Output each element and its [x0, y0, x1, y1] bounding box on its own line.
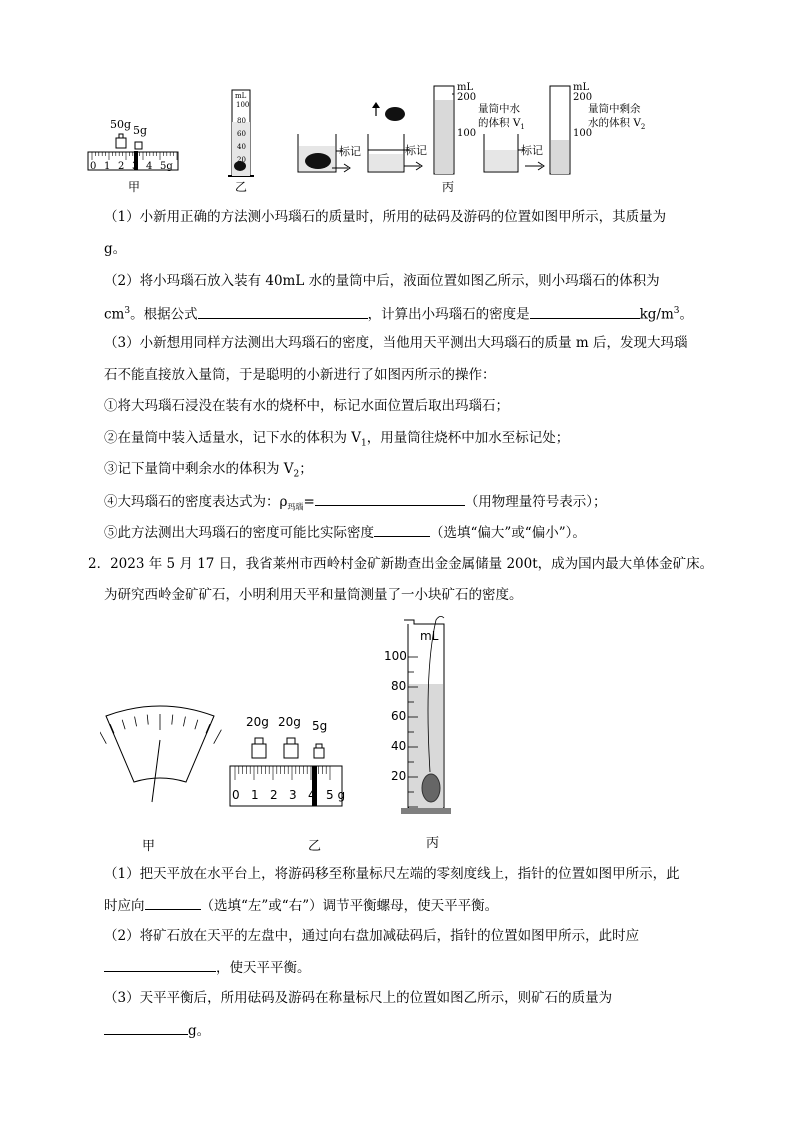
q1-p2-unit2: kg/m	[639, 306, 674, 323]
q1-s3-sub: 2	[293, 469, 300, 480]
q1-s2-sub: 1	[361, 438, 367, 449]
v1-line2: 的体积 V	[478, 117, 521, 129]
q1-p2-b	[104, 301, 693, 325]
fig2-cyl-unit: mL	[420, 629, 439, 643]
q1-step5	[104, 522, 586, 543]
direction-blank[interactable]	[145, 895, 201, 910]
dial-tick	[214, 730, 222, 744]
q1-s5-a: ⑤此方法测出大玛瑙石的密度可能比实际密度	[104, 525, 374, 541]
q2-p1-c-text: （选填“左”或“右”）调节平衡螺母，使天平平衡。	[200, 898, 499, 914]
big2-200: 200	[573, 92, 593, 103]
v2-line1: 量筒中剩余	[588, 103, 641, 115]
mass-blank[interactable]	[104, 1020, 188, 1035]
fig2-scale	[230, 766, 345, 806]
fig1-caption-bing: 丙	[442, 180, 455, 194]
q1-p2-mid: 。根据公式	[130, 306, 198, 323]
svg-text:水的体积 V2	[588, 116, 645, 131]
q2-p2-b	[104, 957, 311, 978]
weight-50g-label: 50g	[110, 118, 132, 131]
fig2-cylinder	[384, 616, 451, 814]
fig1-small-cylinder	[228, 90, 254, 176]
q1-s2-a: ②在量筒中装入适量水，记下水的体积为 V	[104, 430, 362, 446]
small-cyl-tick-40: 40	[237, 143, 246, 151]
q1-step2	[104, 428, 569, 454]
fig2-scale-1: 1	[251, 788, 259, 802]
q2-p3-a: （3）天平平衡后，所用砝码及游码在称量标尺上的位置如图乙所示，则矿石的质量为	[104, 990, 613, 1006]
small-cyl-tick-80: 80	[237, 117, 246, 125]
q1-p2-sup: 3	[124, 306, 131, 316]
formula-blank[interactable]	[198, 304, 368, 319]
expression-blank[interactable]	[315, 491, 465, 506]
q2-line1: 2．2023 年 5 月 17 日，我省莱州市西岭村金矿新勘查出金金属储量 200t，成为国内最大单体金矿床。	[88, 556, 714, 572]
fig2-w3-label: 5g	[312, 719, 328, 733]
q1-s4-sub: 玛瑙	[287, 502, 304, 512]
big2-unit: mL	[573, 82, 590, 93]
v1-line1: 量筒中水	[478, 103, 520, 115]
q1-p1-b: g。	[104, 241, 127, 257]
scale-label-3: 3	[132, 161, 139, 172]
q1-p2-unit: cm	[104, 306, 125, 323]
fig1-beaker-3	[484, 134, 544, 172]
q1-p2-end: 。	[679, 306, 694, 323]
q1-p3-b: 石不能直接放入量筒，于是聪明的小新进行了如图丙所示的操作：	[104, 367, 496, 383]
fig2-weights	[246, 715, 327, 758]
action-blank[interactable]	[104, 957, 216, 972]
big1-unit: mL	[457, 82, 474, 93]
fig1-beaker-2	[368, 102, 427, 172]
figure-1	[80, 78, 680, 198]
fig1-caption-yi: 乙	[235, 180, 248, 194]
q1-step3	[104, 459, 313, 485]
fig1-weights	[110, 118, 147, 149]
scale-label-0: 0	[90, 161, 97, 172]
q1-s4-a: ④大玛瑙石的密度表达式为：ρ	[104, 494, 288, 510]
fig2-tick-100: 100	[384, 649, 407, 663]
scale-label-2: 2	[118, 161, 125, 172]
q2-p3-b-text: g。	[188, 1023, 211, 1039]
q2-p1-b	[104, 895, 498, 916]
fig1-beaker-1	[298, 134, 361, 172]
weight-5g-label: 5g	[133, 124, 148, 137]
q1-s3-a: ③记下量筒中剩余水的体积为 V	[104, 461, 294, 477]
q1-p3-a: （3）小新想用同样方法测出大玛瑙石的密度，当他用天平测出大玛瑙石的质量 m 后，发现大玛瑙	[104, 335, 688, 351]
fig2-tick-80: 80	[391, 679, 407, 693]
fig2-scale-3: 3	[289, 788, 297, 802]
q1-p2-sup2: 3	[673, 306, 680, 316]
svg-text:的体积 V1	[478, 116, 525, 131]
v2-sub: 2	[640, 123, 646, 131]
fig2-caption-jia: 甲	[142, 839, 156, 854]
fig2-caption-bing: 丙	[426, 836, 440, 851]
q1-s4-c: （用物理量符号表示）；	[464, 494, 607, 510]
figure-2	[100, 612, 480, 857]
scale-label-4: 4	[146, 161, 153, 172]
big2-100: 100	[573, 128, 593, 139]
fig1-scale	[88, 151, 178, 172]
fig2-scale-0: 0	[232, 788, 240, 802]
q1-step4	[104, 491, 607, 518]
scale-label-1: 1	[104, 161, 111, 172]
v1-sub: 1	[520, 123, 525, 131]
q1-p2-mid2: ，计算出小玛瑙石的密度是	[367, 306, 530, 323]
bias-blank[interactable]	[374, 522, 430, 537]
mark-label-2: 标记	[405, 144, 427, 157]
big1-200: 200	[457, 92, 477, 103]
fig2-ore	[422, 774, 440, 802]
fig2-tick-40: 40	[391, 739, 407, 753]
q2-p3-b	[104, 1020, 210, 1041]
dial-tick	[100, 730, 106, 744]
fig2-w1-label: 20g	[246, 715, 269, 729]
fig2-w2-label: 20g	[278, 715, 301, 729]
q1-p1-a: （1）小新用正确的方法测小玛瑙石的质量时，所用的砝码及游码的位置如图甲所示，其质量为	[104, 209, 667, 225]
small-cyl-tick-60: 60	[237, 130, 246, 138]
q2-p2-a: （2）将矿石放在天平的左盘中，通过向右盘加减砝码后，指针的位置如图甲所示，此时应	[104, 928, 640, 944]
small-cyl-tick-100: 100	[236, 101, 250, 109]
q1-s5-b: （选填“偏大”或“偏小”）。	[430, 525, 586, 541]
fig2-scale-5g: 5 g	[326, 788, 346, 802]
q2-p2-b-text: ，使天平平衡。	[216, 960, 311, 976]
fig1-big-cylinder-2	[550, 82, 645, 174]
q1-s3-b: ；	[299, 461, 313, 477]
density-blank[interactable]	[530, 304, 640, 319]
fig2-caption-yi: 乙	[308, 839, 322, 854]
big1-100: 100	[457, 128, 477, 139]
fig2-dial	[100, 706, 221, 802]
q2-p1-b-text: 时应向	[104, 898, 145, 914]
small-cyl-tick-20: 20	[237, 156, 246, 164]
fig2-tick-20: 20	[391, 769, 407, 783]
q2-p1-a: （1）把天平放在水平台上，将游码移至称量标尺左端的零刻度线上，指针的位置如图甲所示，此	[104, 866, 680, 882]
fig2-scale-4: 4	[308, 788, 316, 802]
mark-label-3: 标记	[521, 144, 543, 157]
q1-s4-b: =	[303, 494, 315, 510]
mark-label-1: 标记	[339, 145, 361, 158]
v2-line2: 水的体积 V	[588, 117, 641, 129]
fig2-tick-60: 60	[391, 709, 407, 723]
q1-p2-a: （2）将小玛瑙石放入装有 40mL 水的量筒中后，液面位置如图乙所示，则小玛瑙石的体积为	[104, 273, 660, 289]
q1-step1: ①将大玛瑙石浸没在装有水的烧杯中，标记水面位置后取出玛瑙石；	[104, 398, 509, 414]
scale-label-5g: 5g	[160, 161, 173, 172]
fig2-scale-2: 2	[270, 788, 278, 802]
q2-line2: 为研究西岭金矿矿石，小明利用天平和量筒测量了一小块矿石的密度。	[104, 587, 523, 603]
small-cyl-unit: mL	[235, 92, 247, 100]
fig1-caption-jia: 甲	[128, 180, 141, 194]
q1-s2-b: ，用量筒往烧杯中加水至标记处；	[366, 430, 570, 446]
